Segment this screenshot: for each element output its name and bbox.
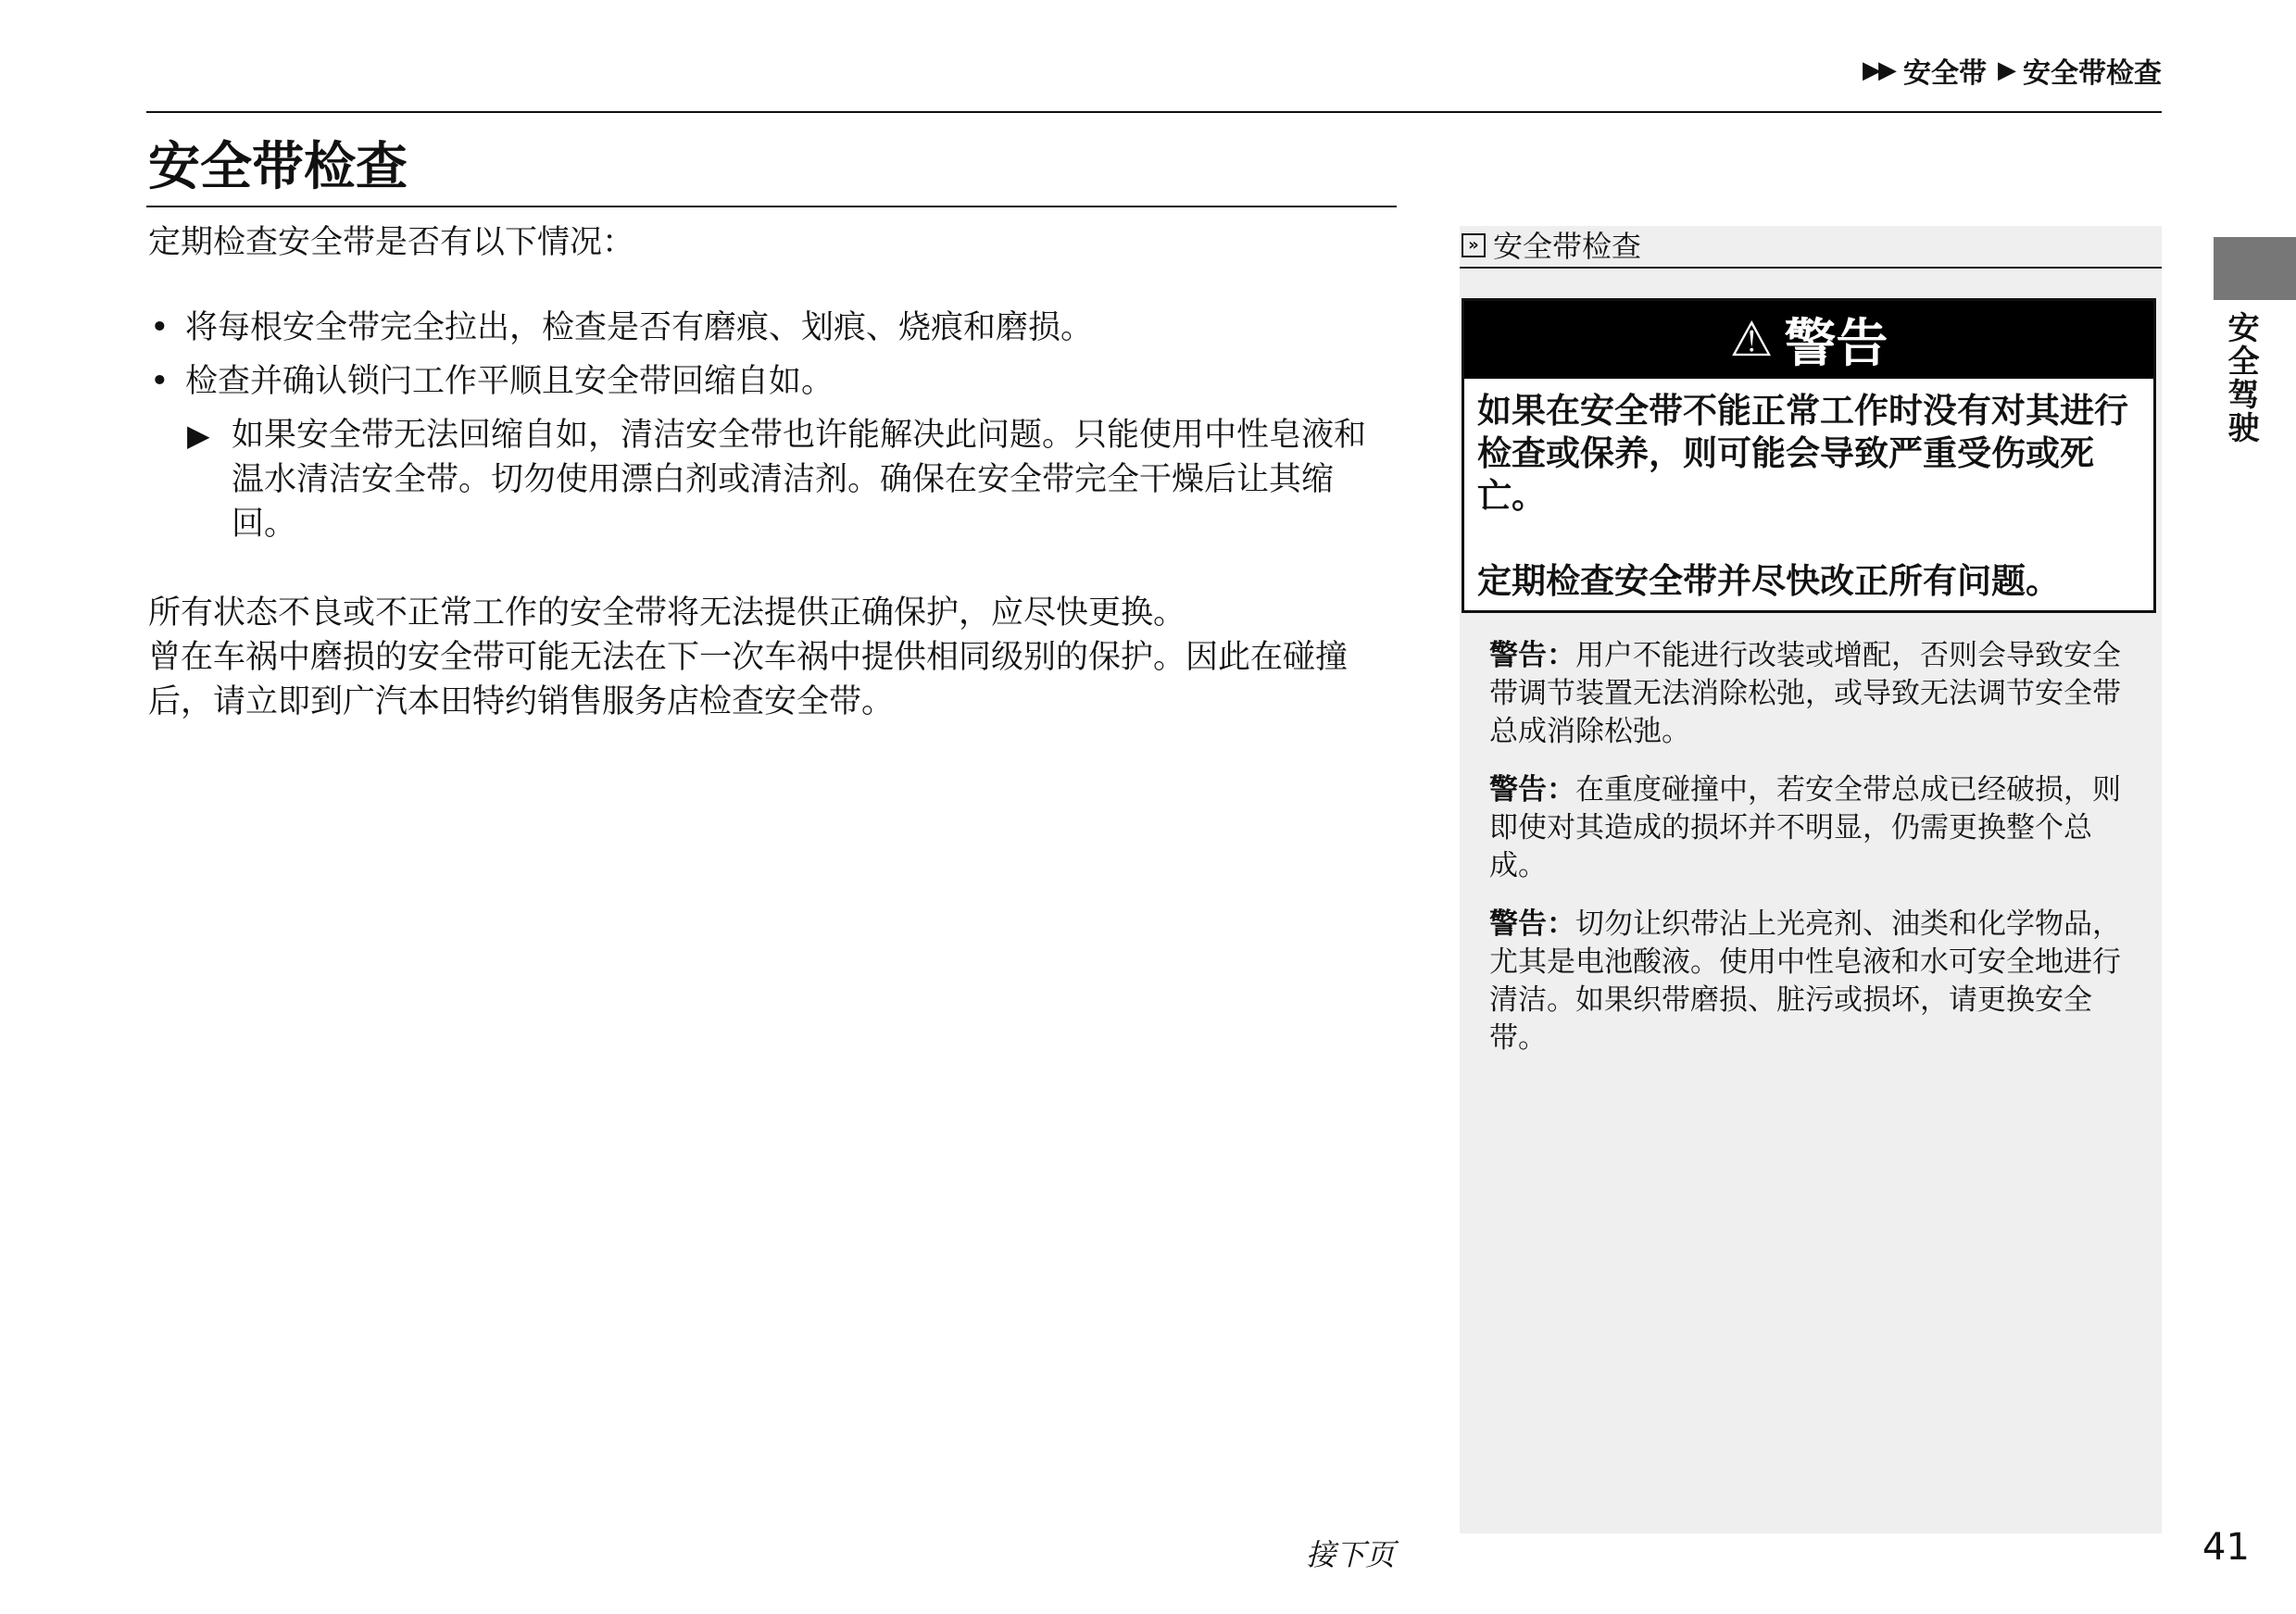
title-divider [146,206,1397,207]
warning-body [1477,390,2140,603]
bullet-icon: • [150,363,169,400]
double-right-triangle-icon: ▶▶ [1863,56,1894,84]
body-paragraph: 曾在车祸中磨损的安全带可能无法在下一次车祸中提供相同级别的保护。因此在碰撞后，请立即到广汽本田特约销售服务店检查安全带。 [148,639,1349,720]
caution-text: 用户不能进行改装或增配，否则会导致安全带调节装置无法消除松弛，或导致无法调节安全带总成消除松弛。 [1489,639,2121,748]
caution-text: 在重度碰撞中，若安全带总成已经破损，则即使对其造成的损坏并不明显，仍需更换整个总成。 [1489,773,2121,882]
sidebar-header [1460,226,2162,269]
breadcrumb-item-seatbelt-check[interactable]: 安全带检查 [2023,57,2162,90]
warning-triangle-icon: ⚠ [1729,312,1774,368]
header-divider [146,111,2162,113]
chapter-tab[interactable] [2214,237,2296,300]
sidebar-header-label: 安全带检查 [1493,229,1642,264]
caution-list [1489,637,2138,1078]
caution-text: 切勿让织带沾上光亮剂、油类和化学物品，尤其是电池酸液。使用中性皂液和水可安全地进行清洁。如果织带磨损、脏污或损坏，请更换安全带。 [1489,907,2121,1055]
breadcrumb [1863,50,2162,91]
chevron-box-icon: » [1462,233,1486,257]
main-content [148,220,1389,724]
warning-text: 如果在安全带不能正常工作时没有对其进行检查或保养，则可能会导致严重受伤或死亡。 [1477,391,2128,516]
body-paragraph: 所有状态不良或不正常工作的安全带将无法提供正确保护，应尽快更换。 [148,594,1186,632]
page-title: 安全带检查 [148,137,408,197]
caution-item [1489,771,2138,885]
list-item [148,359,1389,404]
caution-label: 警告： [1489,907,1575,941]
warning-title: 警告 [1784,314,1888,374]
lead-text: 定期检查安全带是否有以下情况： [148,224,635,261]
warning-header [1464,301,2153,379]
list-item-text: 将每根安全带完全拉出，检查是否有磨痕、划痕、烧痕和磨损。 [185,309,1094,346]
breadcrumb-item-seatbelt[interactable]: 安全带 [1903,57,1987,90]
list-item-text: 检查并确认锁闩工作平顺且安全带回缩自如。 [185,363,834,400]
sidebar [1460,226,2162,1533]
right-triangle-icon: ▶ [1998,56,2014,84]
right-triangle-icon: ▶ [187,418,210,453]
caution-item [1489,906,2138,1057]
caution-label: 警告： [1489,639,1575,672]
list-item [148,306,1389,350]
note-text: 如果安全带无法回缩自如，清洁安全带也许能解决此问题。只能使用中性皂液和温水清洁安全带。切勿使用漂白剂或清洁剂。确保在安全带完全干燥后让其缩回。 [232,417,1367,543]
continue-label: 接下页 [1306,1537,1396,1572]
note [148,413,1389,546]
caution-item [1489,637,2138,751]
warning-box [1462,298,2156,613]
warning-text: 定期检查安全带并尽快改正所有问题。 [1477,561,2060,601]
page-number: 41 [2202,1526,2250,1569]
chapter-tab-label[interactable]: 安全驾驶 [2222,311,2259,444]
caution-label: 警告： [1489,773,1575,807]
bullet-icon: • [150,309,169,346]
